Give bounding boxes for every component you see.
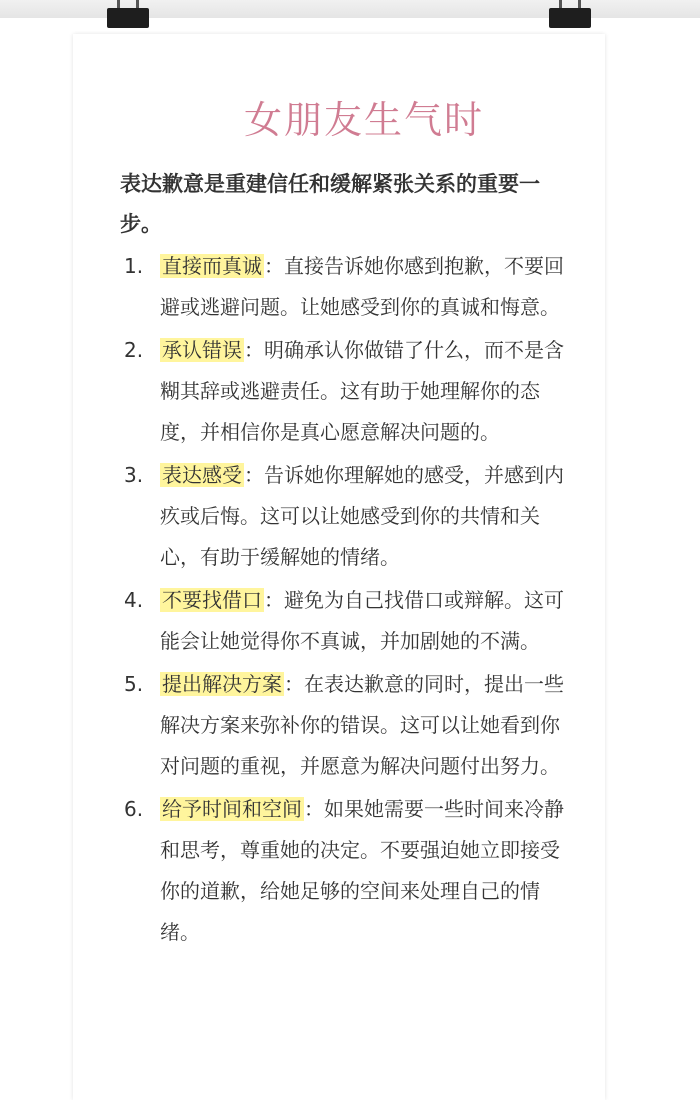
item-title-highlight: 给予时间和空间 [162,797,302,821]
binder-clip-left [107,0,149,30]
list-item [120,330,570,453]
list-item [120,580,570,662]
item-separator: ： [244,338,264,362]
item-number: 6. [124,797,144,821]
item-text: 避免为自己找借口或辩解。这可能会让她觉得你不真诚，并加剧她的不满。 [160,588,564,653]
item-number: 4. [124,588,144,612]
item-title-highlight: 表达感受 [162,463,242,487]
item-number: 5. [124,672,144,696]
page-title: 女朋友生气时 [243,98,484,142]
tips-list [120,246,570,955]
list-item [120,246,570,328]
list-item [120,455,570,578]
item-title-highlight: 不要找借口 [162,588,262,612]
item-number: 1. [124,254,144,278]
item-title-highlight: 提出解决方案 [162,672,282,696]
intro-text: 表达歉意是重建信任和缓解紧张关系的重要一步。 [120,172,540,236]
binder-clip-right [549,0,591,30]
item-separator: ： [304,797,324,821]
poster-sheet [73,34,605,1100]
item-title-highlight: 直接而真诚 [162,254,262,278]
item-separator: ： [264,588,284,612]
list-item [120,789,570,953]
hanging-rail [0,0,700,18]
item-number: 3. [124,463,144,487]
item-text: 直接告诉她你感到抱歉，不要回避或逃避问题。让她感受到你的真诚和悔意。 [160,254,564,319]
item-text: 明确承认你做错了什么，而不是含糊其辞或逃避责任。这有助于她理解你的态度，并相信你是真心愿意解决问题的。 [160,338,564,444]
item-title-highlight: 承认错误 [162,338,242,362]
item-separator: ： [284,672,304,696]
item-separator: ： [244,463,264,487]
item-text: 告诉她你理解她的感受，并感到内疚或后悔。这可以让她感受到你的共情和关心，有助于缓解她的情绪。 [160,463,564,569]
item-number: 2. [124,338,144,362]
item-text: 如果她需要一些时间来冷静和思考，尊重她的决定。不要强迫她立即接受你的道歉，给她足够的空间来处理自己的情绪。 [160,797,564,944]
item-text: 在表达歉意的同时，提出一些解决方案来弥补你的错误。这可以让她看到你对问题的重视，并愿意为解决问题付出努力。 [160,672,564,778]
list-item [120,664,570,787]
item-separator: ： [264,254,284,278]
